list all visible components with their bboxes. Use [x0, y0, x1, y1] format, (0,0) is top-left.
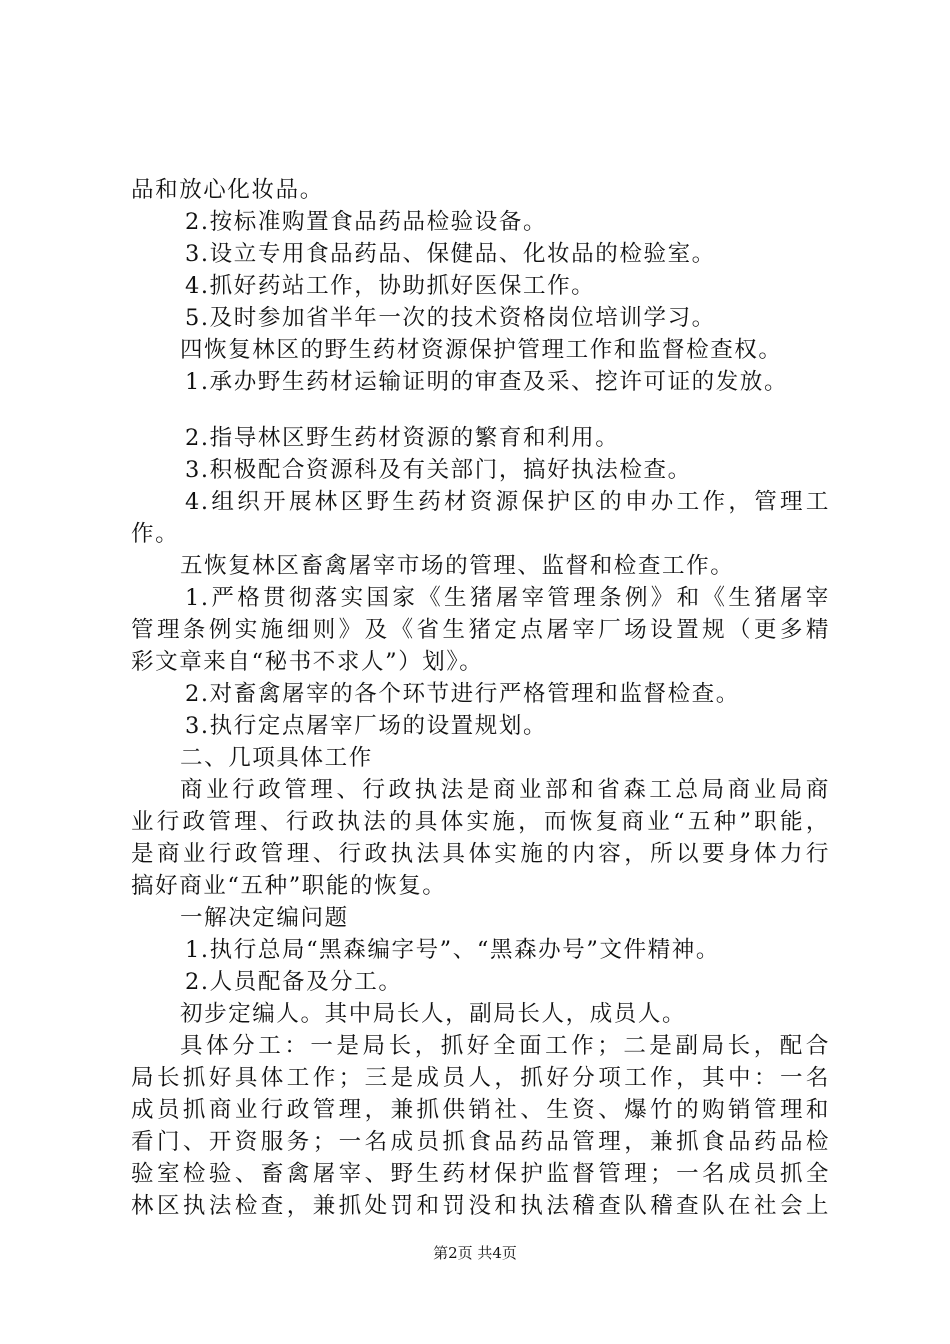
text-line: 1.承办野生药材运输证明的审查及采、挖许可证的发放。	[185, 369, 789, 395]
text-line: 看门、开资服务；一名成员抓食品药品管理，兼抓食品药品检	[131, 1129, 830, 1155]
text-line: 5.及时参加省半年一次的技术资格岗位培训学习。	[185, 305, 716, 331]
text-line: 局长抓好具体工作；三是成员人，抓好分项工作，其中：一名	[131, 1065, 830, 1091]
text-line: 2.人员配备及分工。	[185, 969, 403, 995]
text-line: 2.指导林区野生药材资源的繁育和利用。	[185, 425, 620, 451]
text-line: 2.对畜禽屠宰的各个环节进行严格管理和监督检查。	[185, 681, 740, 707]
text-line: 彩文章来自“秘书不求人”）划》。	[131, 649, 484, 675]
text-line: 品和放心化妆品。	[131, 177, 324, 203]
section-heading: 二、几项具体工作	[180, 745, 373, 771]
text-line: 3.积极配合资源科及有关部门，搞好执法检查。	[185, 457, 692, 483]
text-line: 具体分工：一是局长，抓好全面工作；二是副局长，配合	[180, 1033, 830, 1059]
text-line: 是商业行政管理、行政执法具体实施的内容，所以要身体力行	[131, 841, 830, 867]
page-footer: 第2页 共4页	[433, 1244, 517, 1262]
text-line: 4.组织开展林区野生药材资源保护区的申办工作，管理工	[185, 489, 830, 515]
text-line: 验室检验、畜禽屠宰、野生药材保护监督管理；一名成员抓全	[131, 1161, 830, 1187]
text-line: 3.设立专用食品药品、保健品、化妆品的检验室。	[185, 241, 716, 267]
text-line: 成员抓商业行政管理，兼抓供销社、生资、爆竹的购销管理和	[131, 1097, 830, 1123]
section-heading: 四恢复林区的野生药材资源保护管理工作和监督检查权。	[180, 337, 783, 363]
text-line: 业行政管理、行政执法的具体实施，而恢复商业“五种”职能，	[131, 809, 830, 835]
text-line: 管理条例实施细则》及《省生猪定点屠宰厂场设置规（更多精	[131, 617, 830, 643]
text-line: 4.抓好药站工作，协助抓好医保工作。	[185, 273, 596, 299]
text-line: 林区执法检查，兼抓处罚和罚没和执法稽查队稽查队在社会上	[131, 1193, 830, 1219]
section-heading: 五恢复林区畜禽屠宰市场的管理、监督和检查工作。	[180, 553, 735, 579]
text-line: 3.执行定点屠宰厂场的设置规划。	[185, 713, 548, 739]
text-line: 初步定编人。其中局长人，副局长人，成员人。	[180, 1001, 687, 1027]
text-line: 搞好商业“五种”职能的恢复。	[131, 873, 447, 899]
text-line: 1.执行总局“黑森编字号”、“黑森办号”文件精神。	[185, 937, 720, 963]
text-line: 2.按标准购置食品药品检验设备。	[185, 209, 548, 235]
text-line: 作。	[131, 521, 180, 547]
section-heading: 一解决定编问题	[180, 905, 349, 931]
text-line: 1.严格贯彻落实国家《生猪屠宰管理条例》和《生猪屠宰	[185, 585, 830, 611]
text-line: 商业行政管理、行政执法是商业部和省森工总局商业局商	[180, 777, 830, 803]
